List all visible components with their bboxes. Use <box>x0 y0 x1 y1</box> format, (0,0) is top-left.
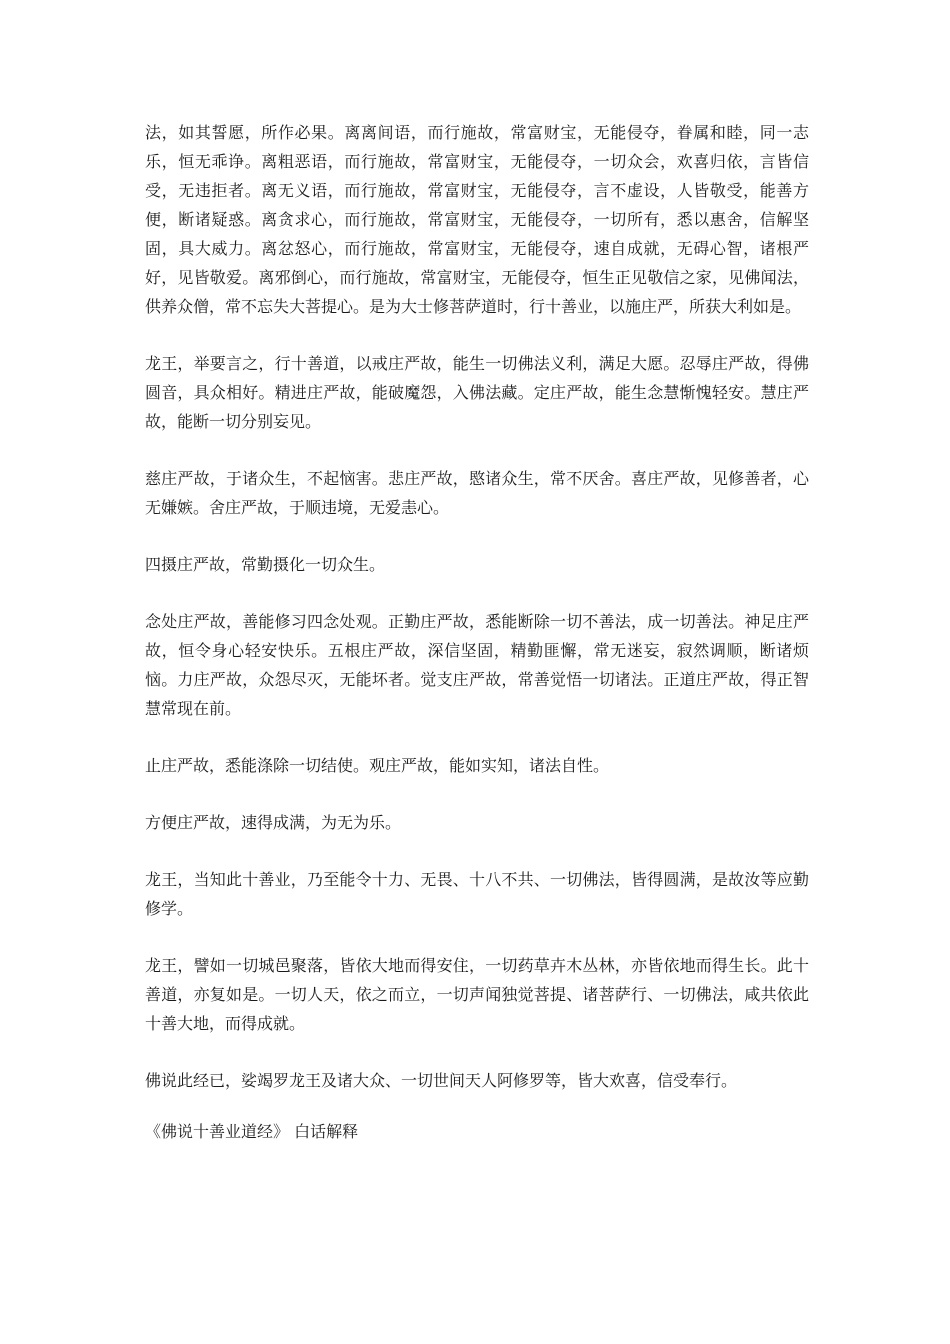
book-title: 《佛说十善业道经》 白话解释 <box>145 1122 359 1141</box>
document-body <box>145 118 809 1146</box>
paragraph-four-embracing: 四摄庄严故，常勤摄化一切众生。 <box>145 555 386 574</box>
paragraph-giving-adornment: 法，如其誓愿，所作必果。离离间语，而行施故，常富财宝，无能侵夺，眷属和睦，同一志乐，恒无乖诤。离粗恶语，而行施故，常富财宝，无能侵夺，一切众会，欢喜归依，言皆信受，无违拒者。离无义语，而行施故，常富财宝，无能侵夺，言不虚设，人皆敬受，能善方便，断诸疑惑。离贪求心，而行施故，常富财宝，无能侵夺，一切所有，悉以惠舍，信解坚固，具大威力。离忿怒心，而行施故，常富财宝，无能侵夺，速自成就，无碍心智，诸根严好，见皆敬爱。离邪倒心，而行施故，常富财宝，无能侵夺，恒生正见敬信之家，见佛闻法，供养众僧，常不忘失大菩提心。是为大士修菩萨道时，行十善业，以施庄严，所获大利如是。 <box>145 123 809 316</box>
paragraph-calm-insight: 止庄严故，悉能涤除一切结使。观庄严故，能如实知，诸法自性。 <box>145 756 610 775</box>
paragraph-skillful-means: 方便庄严故，速得成满，为无为乐。 <box>145 813 402 832</box>
paragraph-four-immeasurables: 慈庄严故，于诸众生，不起恼害。悲庄严故，愍诸众生，常不厌舍。喜庄严故，见修善者，心无嫌嫉。舍庄严故，于顺违境，无爱恚心。 <box>145 469 809 517</box>
paragraph-ten-powers: 龙王，当知此十善业，乃至能令十力、无畏、十八不共、一切佛法，皆得圆满，是故汝等应勤修学。 <box>145 870 809 918</box>
paragraph-ten-good-paths: 龙王，举要言之，行十善道，以戒庄严故，能生一切佛法义利，满足大愿。忍辱庄严故，得佛圆音，具众相好。精进庄严故，能破魔怨，入佛法藏。定庄严故，能生念慧惭愧轻安。慧庄严故，能断一切分别妄见。 <box>145 354 809 431</box>
paragraph-conclusion: 佛说此经已，娑竭罗龙王及诸大众、一切世间天人阿修罗等，皆大欢喜，信受奉行。 <box>145 1071 738 1090</box>
paragraph-great-earth: 龙王，譬如一切城邑聚落，皆依大地而得安住，一切药草卉木丛林，亦皆依地而得生长。此十善道，亦复如是。一切人天，依之而立，一切声闻独觉菩提、诸菩萨行、一切佛法，咸共依此十善大地，而得成就。 <box>145 956 809 1033</box>
paragraph-mindfulness: 念处庄严故，善能修习四念处观。正勤庄严故，悉能断除一切不善法，成一切善法。神足庄严故，恒令身心轻安快乐。五根庄严故，深信坚固，精勤匪懈，常无迷妄，寂然调顺，断诸烦恼。力庄严故，众怨尽灭，无能坏者。觉支庄严故，常善觉悟一切诸法。正道庄严故，得正智慧常现在前。 <box>145 612 809 718</box>
